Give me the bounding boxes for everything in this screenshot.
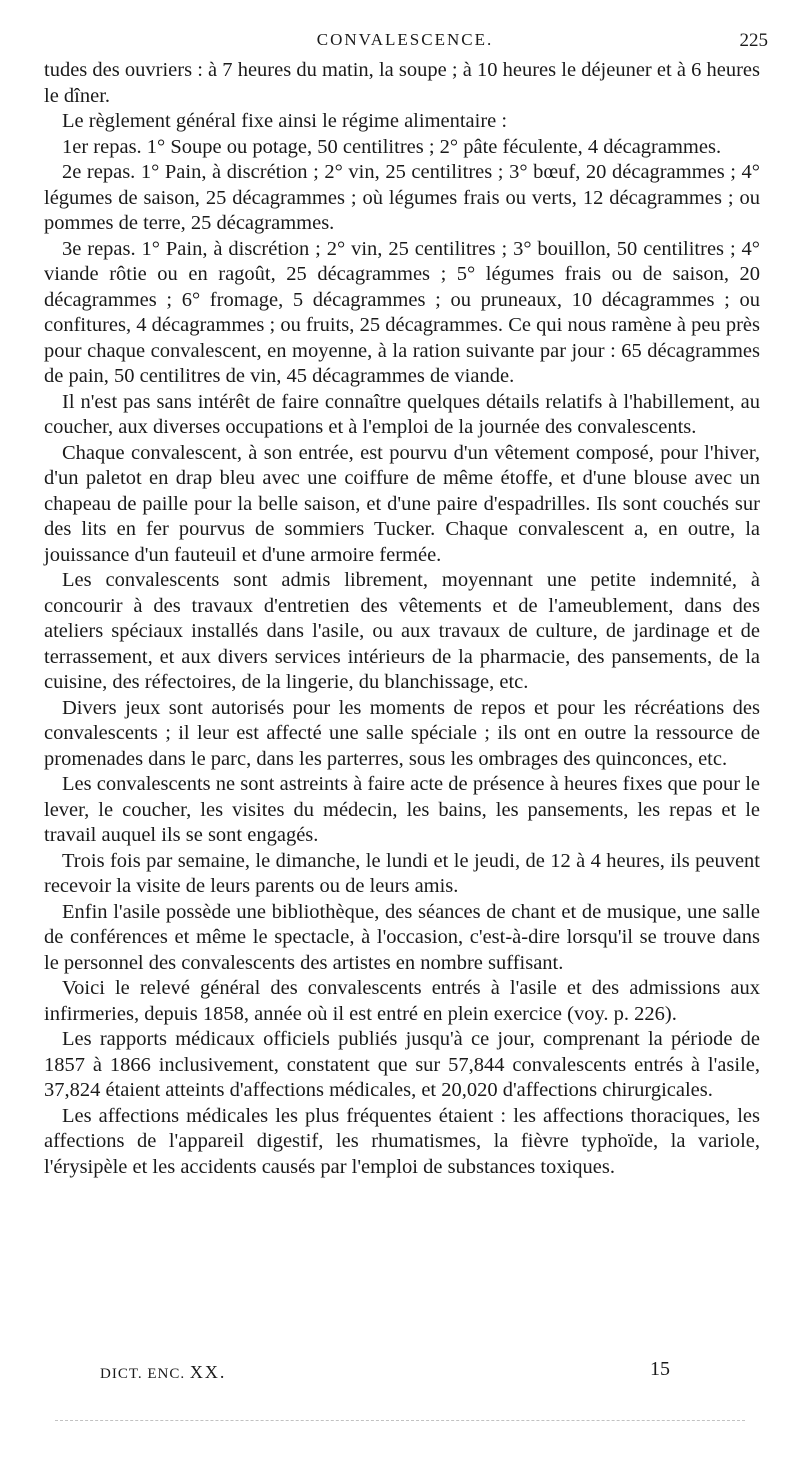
signature-line [100,1358,670,1388]
body-text [44,58,760,1180]
signature-prefix: DICT. ENC. [100,1366,186,1382]
page-number: 225 [739,30,768,51]
paragraph: tudes des ouvriers : à 7 heures du matin, la soupe ; à 10 heures le déjeuner et à 6 heures le dîner. [44,59,760,107]
paragraph: Les rapports médicaux officiels publiés jusqu'à ce jour, comprenant la période de 1857 à 1866 inclusivement, constatent que sur 57,844 convalescents entrés à l'asile, 37,824 étaient atteints d'affections médicales, et 20,020 d'affections chirurgicales. [44,1028,760,1101]
paragraph: Trois fois par semaine, le dimanche, le lundi et le jeudi, de 12 à 4 heures, ils peuvent recevoir la visite de leurs parents ou de leurs amis. [44,849,760,897]
paragraph: Voici le relevé général des convalescents entrés à l'asile et des admissions aux infirmeries, depuis 1858, année où il est entré en plein exercice (voy. p. 226). [44,977,760,1025]
paragraph: Les convalescents ne sont astreints à faire acte de présence à heures fixes que pour le lever, le coucher, les visites du médecin, les bains, les pansements, les repas et le travail auquel ils se sont engagés. [44,773,760,846]
running-header [40,30,770,56]
bottom-rule [55,1420,745,1421]
paragraph: Enfin l'asile possède une bibliothèque, des séances de chant et de musique, une salle de conférences et même le spectacle, à l'occasion, c'est-à-dire lorsqu'il se trouve dans le personnel des convalescents des artistes en nombre suffisant. [44,900,760,974]
paragraph: 3e repas. 1° Pain, à discrétion ; 2° vin, 25 centilitres ; 3° bouillon, 50 centilitres ; 4° viande rôtie ou en ragoût, 25 décagrammes ; 5° légumes frais ou de saison, 20 décagrammes ; 6° fromage, 5 décagrammes ; ou pruneaux, 10 décagrammes ; ou confitures, 4 décagrammes ; ou fruits, 25 décagrammes. Ce qui nous ramène à peu près pour chaque convalescent, en moyenne, à la ration suivante par jour : 65 décagrammes de pain, 50 centilitres de vin, 45 décagrammes de viande. [44,237,760,387]
signature-mark [100,1362,226,1383]
paragraph: Les affections médicales les plus fréquentes étaient : les affections thoraciques, les affections de l'appareil digestif, les rhumatismes, la fièvre typhoïde, la variole, l'érysipèle et les accidents causés par l'emploi de substances toxiques. [44,1104,760,1178]
running-title: CONVALESCENCE. [316,30,494,49]
paragraph: 2e repas. 1° Pain, à discrétion ; 2° vin, 25 centilitres ; 3° bœuf, 20 décagrammes ; 4° légumes de saison, 25 décagrammes ; où légumes frais ou verts, 12 décagrammes ; ou pommes de terre, 25 décagrammes. [44,161,760,234]
signature-number: 15 [650,1358,670,1380]
paragraph: Les convalescents sont admis librement, moyennant une petite indemnité, à concourir à des travaux d'entretien des vêtements et de l'ameublement, dans des ateliers spéciaux installés dans l'asile, ou aux travaux de culture, de jardinage et de terrassement, et aux divers services intérieurs de la pharmacie, des pansements, de la cuisine, des réfectoires, de la lingerie, du blanchissage, etc. [44,569,760,693]
paragraph: Chaque convalescent, à son entrée, est pourvu d'un vêtement composé, pour l'hiver, d'un paletot en drap bleu avec une coiffure de même étoffe, et d'une blouse avec un chapeau de paille pour la belle saison, et d'une paire d'espadrilles. Ils sont couchés sur des lits en fer pourvus de sommiers Tucker. Chaque convalescent a, en outre, la jouissance d'un fauteuil et d'une armoire fermée. [44,441,760,566]
paragraph: 1er repas. 1° Soupe ou potage, 50 centilitres ; 2° pâte féculente, 4 décagrammes. [62,135,722,158]
paragraph: Le règlement général fixe ainsi le régime alimentaire : [62,110,508,132]
signature-volume: XX. [189,1362,227,1382]
paragraph: Il n'est pas sans intérêt de faire connaître quelques détails relatifs à l'habillement, au coucher, aux diverses occupations et à l'emploi de la journée des convalescents. [44,390,760,438]
paragraph: Divers jeux sont autorisés pour les moments de repos et pour les récréations des convalescents ; il leur est affecté une salle spéciale ; ils ont en outre la ressource de promenades dans le parc, dans les parterres, sous les ombrages des quinconces, etc. [44,696,760,770]
